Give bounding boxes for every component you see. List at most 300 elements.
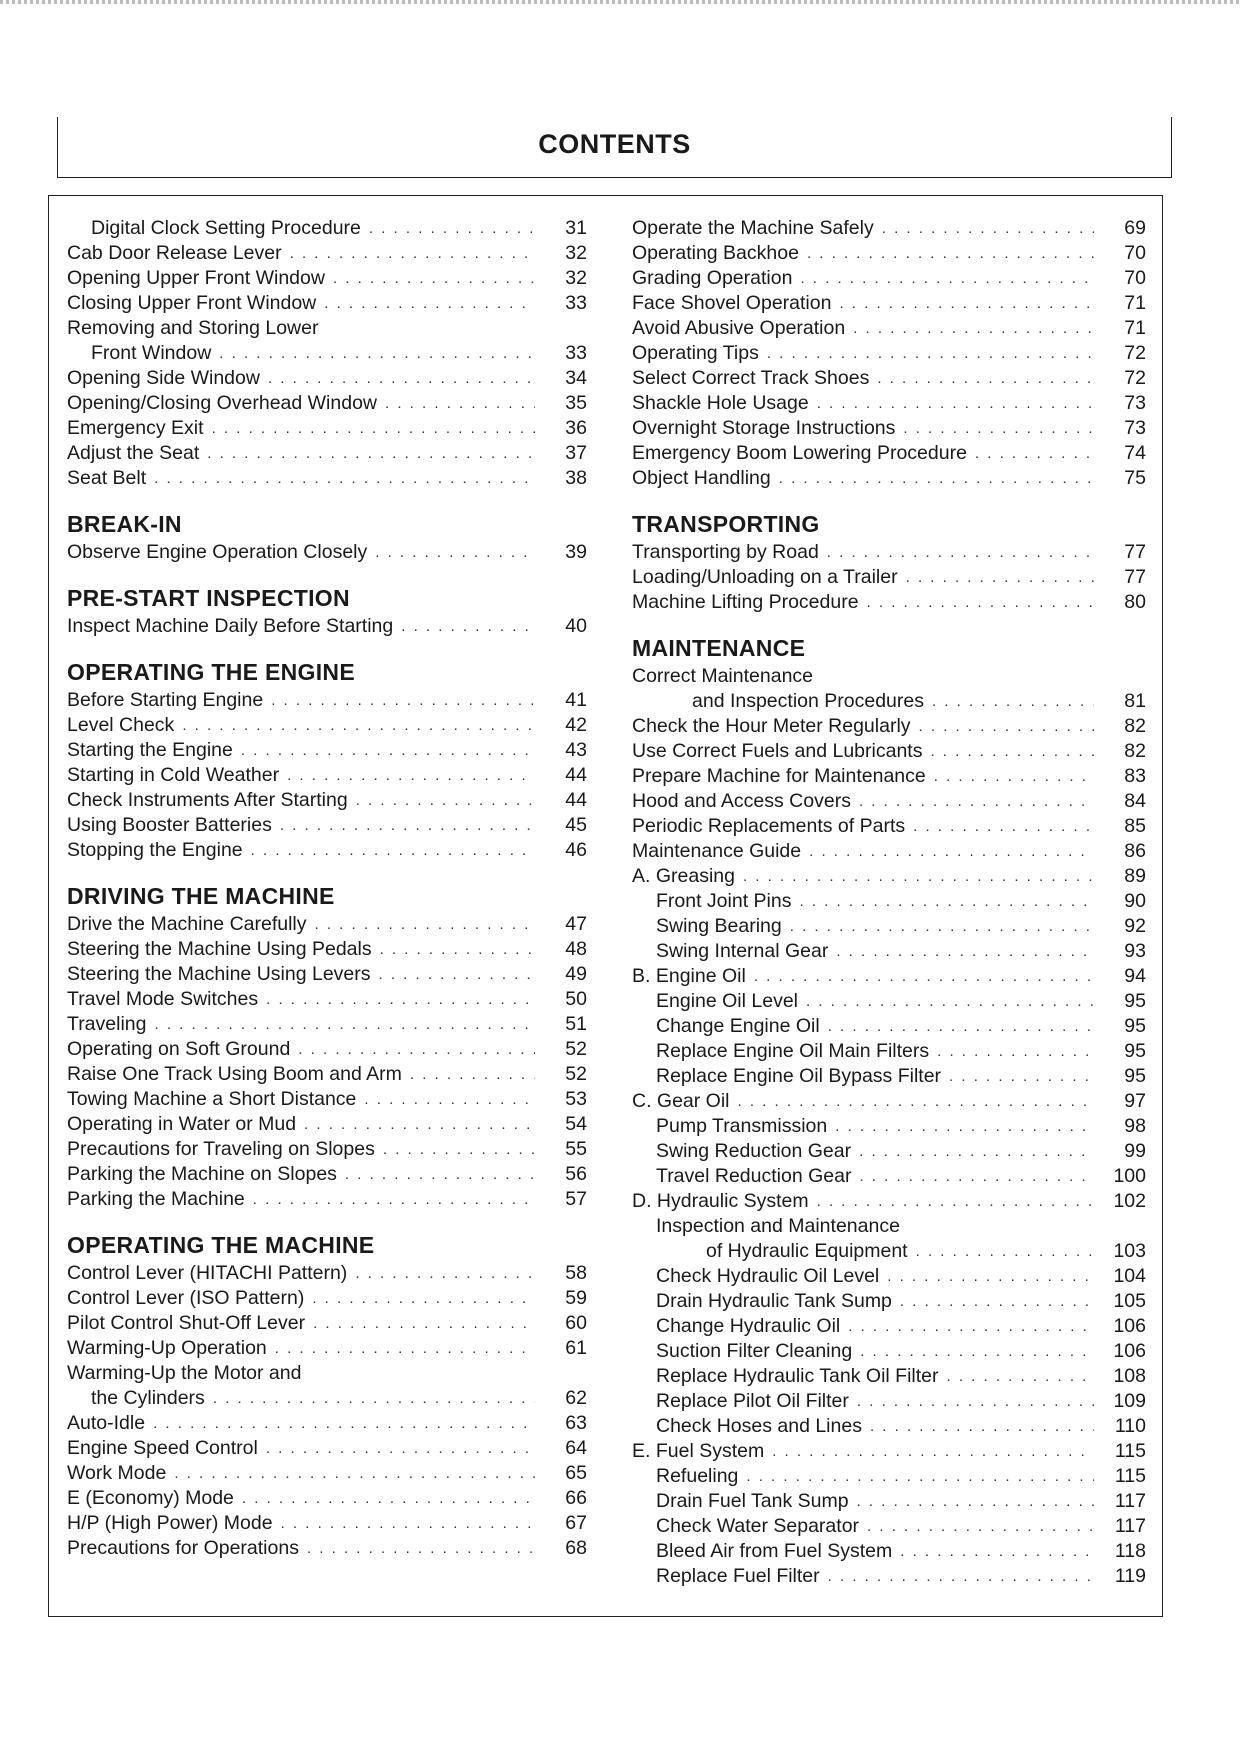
toc-entry (632, 565, 1146, 590)
toc-page-number: 105 (1113, 1290, 1146, 1312)
toc-entry (632, 714, 1146, 739)
toc-page-number: 55 (565, 1138, 587, 1160)
toc-entry (632, 1189, 1146, 1214)
toc-page-number: 90 (1124, 890, 1146, 912)
toc-page-number: 54 (565, 1113, 587, 1135)
toc-entry-title: Replace Pilot Oil Filter (656, 1390, 849, 1412)
toc-entry-title: Correct Maintenance (632, 665, 814, 687)
toc-entry (67, 688, 587, 713)
toc-page-number: 70 (1124, 267, 1146, 289)
toc-entry (632, 391, 1146, 416)
toc-entry-title: Overnight Storage Instructions (632, 417, 896, 439)
toc-entry-title: Front Joint Pins (656, 890, 792, 912)
toc-page-number: 60 (565, 1312, 587, 1334)
toc-entry-title: Observe Engine Operation Closely (67, 541, 368, 563)
toc-entry-title: Seat Belt (67, 467, 147, 489)
dot-leader (746, 1464, 1094, 1489)
dot-leader (242, 1486, 535, 1511)
dot-leader (304, 1112, 535, 1137)
toc-page-number: 64 (565, 1437, 587, 1459)
toc-page-number: 95 (1124, 1040, 1146, 1062)
toc-entry-title: Before Starting Engine (67, 689, 264, 711)
toc-entry (632, 814, 1146, 839)
toc-page-number: 72 (1124, 367, 1146, 389)
toc-page-number: 61 (565, 1337, 587, 1359)
toc-page-number: 49 (565, 963, 587, 985)
toc-entry (67, 1112, 587, 1137)
toc-page-number: 86 (1124, 840, 1146, 862)
toc-entry (632, 939, 1146, 964)
dot-leader (835, 1114, 1094, 1139)
toc-page-number: 57 (565, 1188, 587, 1210)
dot-leader (410, 1062, 535, 1087)
dot-leader (828, 1014, 1094, 1039)
toc-page-number: 95 (1124, 1015, 1146, 1037)
toc-page-number: 63 (565, 1412, 587, 1434)
toc-entry-title: of Hydraulic Equipment (706, 1240, 908, 1262)
dot-leader (266, 1436, 535, 1461)
toc-entry-title: Emergency Exit (67, 417, 204, 439)
toc-entry (67, 366, 587, 391)
toc-entry-title: Swing Bearing (656, 915, 782, 937)
right-column (632, 216, 1146, 1589)
toc-entry (632, 914, 1146, 939)
dot-leader (364, 1087, 535, 1112)
toc-entry (67, 1311, 587, 1336)
dot-leader (154, 466, 535, 491)
dot-leader (860, 1339, 1094, 1364)
toc-page-number: 32 (565, 242, 587, 264)
toc-entry-title: Check Water Separator (656, 1515, 860, 1537)
toc-entry-title: Work Mode (67, 1462, 167, 1484)
toc-entry (632, 889, 1146, 914)
toc-entry (632, 864, 1146, 889)
toc-page-number: 36 (565, 417, 587, 439)
dot-leader (887, 1264, 1094, 1289)
toc-page-number: 31 (565, 217, 587, 239)
dot-leader (266, 987, 535, 1012)
dot-leader (375, 540, 535, 565)
dot-leader (882, 216, 1094, 241)
toc-entry-title: Adjust the Seat (67, 442, 200, 464)
toc-entry-title: Use Correct Fuels and Lubricants (632, 740, 923, 762)
dot-leader (859, 789, 1094, 814)
toc-entry-title: Towing Machine a Short Distance (67, 1088, 357, 1110)
dot-leader (298, 1037, 535, 1062)
scan-edge-artifact (0, 0, 1241, 4)
toc-entry-title: Bleed Air from Fuel System (656, 1540, 893, 1562)
toc-page-number: 110 (1114, 1415, 1146, 1437)
toc-entry-title: Loading/Unloading on a Trailer (632, 566, 898, 588)
toc-entry (67, 416, 587, 441)
toc-entry-title: Transporting by Road (632, 541, 819, 563)
toc-page-number: 59 (565, 1287, 587, 1309)
toc-entry-title: Control Lever (HITACHI Pattern) (67, 1262, 348, 1284)
toc-page-number: 52 (565, 1063, 587, 1085)
toc-entry-title: Closing Upper Front Window (67, 292, 317, 314)
toc-entry (632, 1489, 1146, 1514)
dot-leader (817, 1189, 1094, 1214)
toc-entry-title: Drain Hydraulic Tank Sump (656, 1290, 892, 1312)
toc-page-number: 109 (1113, 1390, 1146, 1412)
dot-leader (779, 466, 1094, 491)
toc-entry-title: Face Shovel Operation (632, 292, 832, 314)
toc-entry (632, 1114, 1146, 1139)
toc-entry (67, 1012, 587, 1037)
dot-leader (356, 788, 535, 813)
toc-page-number: 37 (565, 442, 587, 464)
dot-leader (807, 241, 1094, 266)
toc-page-number: 32 (565, 267, 587, 289)
toc-entry-title: Operate the Machine Safely (632, 217, 874, 239)
dot-leader (857, 1389, 1094, 1414)
toc-entry (67, 216, 587, 241)
toc-entry-title: H/P (High Power) Mode (67, 1512, 273, 1534)
toc-page-number: 77 (1124, 541, 1146, 563)
dot-leader (790, 914, 1094, 939)
dot-leader (154, 1012, 535, 1037)
toc-entry-title: Check the Hour Meter Regularly (632, 715, 911, 737)
section-heading: OPERATING THE MACHINE (67, 1232, 375, 1258)
toc-entry (632, 241, 1146, 266)
toc-entry (632, 1139, 1146, 1164)
toc-entry-title: Suction Filter Cleaning (656, 1340, 853, 1362)
dot-leader (379, 962, 536, 987)
toc-page-number: 92 (1124, 915, 1146, 937)
toc-entry-title: Drive the Machine Carefully (67, 913, 307, 935)
toc-entry (67, 1286, 587, 1311)
toc-entry-title: B. Engine Oil (632, 965, 746, 987)
dot-leader (848, 1314, 1094, 1339)
toc-entry-title: Drain Fuel Tank Sump (656, 1490, 849, 1512)
toc-entry-title: Object Handling (632, 467, 771, 489)
dot-leader (932, 689, 1094, 714)
toc-entry (632, 416, 1146, 441)
dot-leader (738, 1089, 1094, 1114)
toc-entry (632, 316, 1146, 341)
dot-leader (800, 266, 1094, 291)
toc-entry (632, 1439, 1146, 1464)
toc-page-number: 68 (565, 1537, 587, 1559)
toc-entry (632, 1464, 1146, 1489)
toc-entry (632, 1389, 1146, 1414)
toc-entry-title: Operating in Water or Mud (67, 1113, 297, 1135)
toc-page-number: 71 (1124, 317, 1146, 339)
toc-page-number: 82 (1124, 740, 1146, 762)
dot-leader (333, 266, 535, 291)
toc-entry (632, 1539, 1146, 1564)
toc-entry (632, 1239, 1146, 1264)
toc-entry-title: Engine Oil Level (656, 990, 799, 1012)
dot-leader (859, 1164, 1094, 1189)
toc-page-number: 72 (1124, 342, 1146, 364)
toc-entry (67, 1411, 587, 1436)
toc-page-number: 95 (1124, 990, 1146, 1012)
dot-leader (315, 912, 535, 937)
dot-leader (401, 614, 535, 639)
dot-leader (355, 1261, 535, 1286)
dot-leader (867, 590, 1094, 615)
dot-leader (213, 1386, 535, 1411)
toc-entry (632, 689, 1146, 714)
dot-leader (207, 441, 535, 466)
toc-page-number: 52 (565, 1038, 587, 1060)
contents-header-box (57, 117, 1172, 178)
toc-entry (632, 964, 1146, 989)
toc-entry (632, 1364, 1146, 1389)
dot-leader (870, 1414, 1094, 1439)
section-heading: PRE-START INSPECTION (67, 585, 350, 611)
toc-page-number: 38 (565, 467, 587, 489)
toc-page-number: 51 (565, 1013, 587, 1035)
toc-entry (67, 1486, 587, 1511)
toc-entry (632, 789, 1146, 814)
dot-leader (182, 713, 535, 738)
toc-entry-title: Opening/Closing Overhead Window (67, 392, 378, 414)
dot-leader (877, 366, 1094, 391)
toc-page-number: 35 (565, 392, 587, 414)
dot-leader (369, 216, 535, 241)
dot-leader (809, 839, 1094, 864)
toc-page-number: 117 (1114, 1515, 1146, 1537)
dot-leader (937, 1039, 1094, 1064)
dot-leader (383, 1137, 535, 1162)
toc-page-number: 44 (565, 789, 587, 811)
toc-page-number: 95 (1124, 1065, 1146, 1087)
toc-entry-title: Using Booster Batteries (67, 814, 272, 836)
dot-leader (219, 341, 535, 366)
toc-entry-title: Opening Upper Front Window (67, 267, 325, 289)
toc-page-number: 71 (1124, 292, 1146, 314)
toc-entry (632, 1514, 1146, 1539)
toc-entry-title: Machine Lifting Procedure (632, 591, 859, 613)
toc-page-number: 119 (1114, 1565, 1146, 1587)
toc-page-number: 73 (1124, 392, 1146, 414)
dot-leader (268, 366, 535, 391)
toc-entry (67, 1187, 587, 1212)
toc-entry-title: Operating Tips (632, 342, 759, 364)
dot-leader (867, 1514, 1094, 1539)
toc-entry-title: Maintenance Guide (632, 840, 802, 862)
toc-page-number: 81 (1124, 690, 1146, 712)
toc-entry-title: Starting the Engine (67, 739, 233, 761)
toc-entry (67, 1037, 587, 1062)
toc-entry (67, 1087, 587, 1112)
toc-entry-title: Precautions for Traveling on Slopes (67, 1138, 375, 1160)
toc-entry (67, 391, 587, 416)
toc-entry (67, 466, 587, 491)
toc-entry (67, 241, 587, 266)
toc-entry-title: Inspect Machine Daily Before Starting (67, 615, 394, 637)
toc-entry-title: E (Economy) Mode (67, 1487, 234, 1509)
toc-page-number: 42 (565, 714, 587, 736)
toc-page-number: 104 (1113, 1265, 1146, 1287)
dot-leader (900, 1289, 1094, 1314)
dot-leader (174, 1461, 535, 1486)
dot-leader (828, 1564, 1094, 1589)
toc-page-number: 100 (1113, 1165, 1146, 1187)
toc-page-number: 56 (565, 1163, 587, 1185)
toc-entry (67, 788, 587, 813)
toc-page-number: 33 (565, 342, 587, 364)
toc-entry-title: Swing Internal Gear (656, 940, 829, 962)
toc-page-number: 97 (1124, 1090, 1146, 1112)
toc-entry (632, 1064, 1146, 1089)
dot-leader (916, 1239, 1094, 1264)
toc-entry (67, 912, 587, 937)
toc-page-number: 74 (1124, 442, 1146, 464)
toc-entry-title: Pump Transmission (656, 1115, 828, 1137)
toc-entry (67, 713, 587, 738)
section-heading: BREAK-IN (67, 511, 182, 537)
toc-entry (632, 989, 1146, 1014)
toc-page-number: 44 (565, 764, 587, 786)
toc-entry (67, 1336, 587, 1361)
dot-leader (287, 763, 535, 788)
toc-entry (67, 838, 587, 863)
toc-entry (632, 1564, 1146, 1589)
dot-leader (275, 1336, 535, 1361)
toc-entry-title: Swing Reduction Gear (656, 1140, 852, 1162)
toc-entry-title: Traveling (67, 1013, 147, 1035)
toc-entry (632, 1414, 1146, 1439)
toc-entry-title: Engine Speed Control (67, 1437, 258, 1459)
toc-entry-title: Travel Reduction Gear (656, 1165, 852, 1187)
toc-page-number: 58 (565, 1262, 587, 1284)
dot-leader (212, 416, 535, 441)
dot-leader (806, 989, 1094, 1014)
toc-page-number: 75 (1124, 467, 1146, 489)
toc-page-number: 73 (1124, 417, 1146, 439)
toc-entry-title: Replace Hydraulic Tank Oil Filter (656, 1365, 939, 1387)
toc-entry-title: Raise One Track Using Boom and Arm (67, 1063, 402, 1085)
dot-leader (853, 316, 1094, 341)
toc-page-number: 99 (1124, 1140, 1146, 1162)
toc-page-number: 84 (1124, 790, 1146, 812)
dot-leader (817, 391, 1094, 416)
dot-leader (743, 864, 1094, 889)
toc-entry-title: C. Gear Oil (632, 1090, 730, 1112)
toc-page-number: 108 (1113, 1365, 1146, 1387)
toc-entry (67, 441, 587, 466)
toc-page-number: 62 (565, 1387, 587, 1409)
toc-page-number: 89 (1124, 865, 1146, 887)
toc-entry (67, 937, 587, 962)
toc-entry (632, 1164, 1146, 1189)
toc-entry-title: Hood and Access Covers (632, 790, 851, 812)
toc-entry-title: Front Window (91, 342, 212, 364)
toc-page-number: 33 (565, 292, 587, 314)
toc-entry-title: Precautions for Operations (67, 1537, 299, 1559)
dot-leader (949, 1064, 1094, 1089)
toc-entry-title: Operating Backhoe (632, 242, 799, 264)
dot-leader (253, 1187, 535, 1212)
toc-page-number: 66 (565, 1487, 587, 1509)
toc-entry (632, 266, 1146, 291)
dot-leader (900, 1539, 1094, 1564)
toc-page-number: 106 (1113, 1315, 1146, 1337)
toc-page-number: 80 (1124, 591, 1146, 613)
dot-leader (754, 964, 1094, 989)
toc-page-number: 41 (565, 689, 587, 711)
toc-entry-title: Digital Clock Setting Procedure (91, 217, 361, 239)
dot-leader (271, 688, 535, 713)
toc-entry-title: Replace Engine Oil Bypass Filter (656, 1065, 942, 1087)
toc-entry-title: E. Fuel System (632, 1440, 765, 1462)
toc-entry-title: Level Check (67, 714, 175, 736)
toc-entry (67, 1386, 587, 1411)
toc-entry-title: Avoid Abusive Operation (632, 317, 846, 339)
toc-entry-title: Check Hoses and Lines (656, 1415, 862, 1437)
toc-page-number: 34 (565, 367, 587, 389)
dot-leader (153, 1411, 535, 1436)
toc-entry (67, 1436, 587, 1461)
toc-entry-title: Replace Engine Oil Main Filters (656, 1040, 930, 1062)
dot-leader (934, 764, 1094, 789)
dot-leader (767, 341, 1094, 366)
dot-leader (919, 714, 1094, 739)
toc-entry (632, 291, 1146, 316)
dot-leader (385, 391, 535, 416)
section-heading: MAINTENANCE (632, 635, 806, 661)
toc-page-number: 98 (1124, 1115, 1146, 1137)
dot-leader (312, 1286, 535, 1311)
toc-entry (632, 590, 1146, 615)
toc-entry (67, 1461, 587, 1486)
toc-entry (67, 1162, 587, 1187)
toc-page-number: 83 (1124, 765, 1146, 787)
toc-entry (632, 441, 1146, 466)
toc-entry-title: Periodic Replacements of Parts (632, 815, 906, 837)
toc-page-number: 115 (1114, 1465, 1146, 1487)
toc-entry (67, 763, 587, 788)
toc-page-number: 118 (1114, 1540, 1146, 1562)
toc-page-number: 53 (565, 1088, 587, 1110)
toc-entry-title: Warming-Up Operation (67, 1337, 267, 1359)
toc-page-number: 45 (565, 814, 587, 836)
toc-entry-title: Operating on Soft Ground (67, 1038, 291, 1060)
toc-entry-title: Emergency Boom Lowering Procedure (632, 442, 967, 464)
toc-page-number: 82 (1124, 715, 1146, 737)
dot-leader (857, 1489, 1094, 1514)
toc-entry (67, 341, 587, 366)
toc-entry-title: Shackle Hole Usage (632, 392, 809, 414)
toc-page-number: 50 (565, 988, 587, 1010)
toc-entry (632, 540, 1146, 565)
toc-entry-title: Check Instruments After Starting (67, 789, 348, 811)
toc-page-number: 85 (1124, 815, 1146, 837)
toc-page-number: 77 (1124, 566, 1146, 588)
toc-entry (632, 1314, 1146, 1339)
toc-entry (67, 738, 587, 763)
toc-entry-title: the Cylinders (91, 1387, 205, 1409)
toc-entry-title: Travel Mode Switches (67, 988, 259, 1010)
toc-entry (67, 614, 587, 639)
toc-page-number: 115 (1114, 1440, 1146, 1462)
toc-entry (67, 1511, 587, 1536)
toc-page-number: 46 (565, 839, 587, 861)
toc-entry (67, 266, 587, 291)
toc-entry-title: Change Hydraulic Oil (656, 1315, 841, 1337)
toc-page-number: 69 (1124, 217, 1146, 239)
toc-entry-title: Grading Operation (632, 267, 793, 289)
dot-leader (947, 1364, 1095, 1389)
dot-leader (839, 291, 1094, 316)
toc-entry-title: and Inspection Procedures (692, 690, 924, 712)
toc-entry (632, 1014, 1146, 1039)
toc-page-number: 39 (565, 541, 587, 563)
toc-entry-title: Cab Door Release Lever (67, 242, 282, 264)
